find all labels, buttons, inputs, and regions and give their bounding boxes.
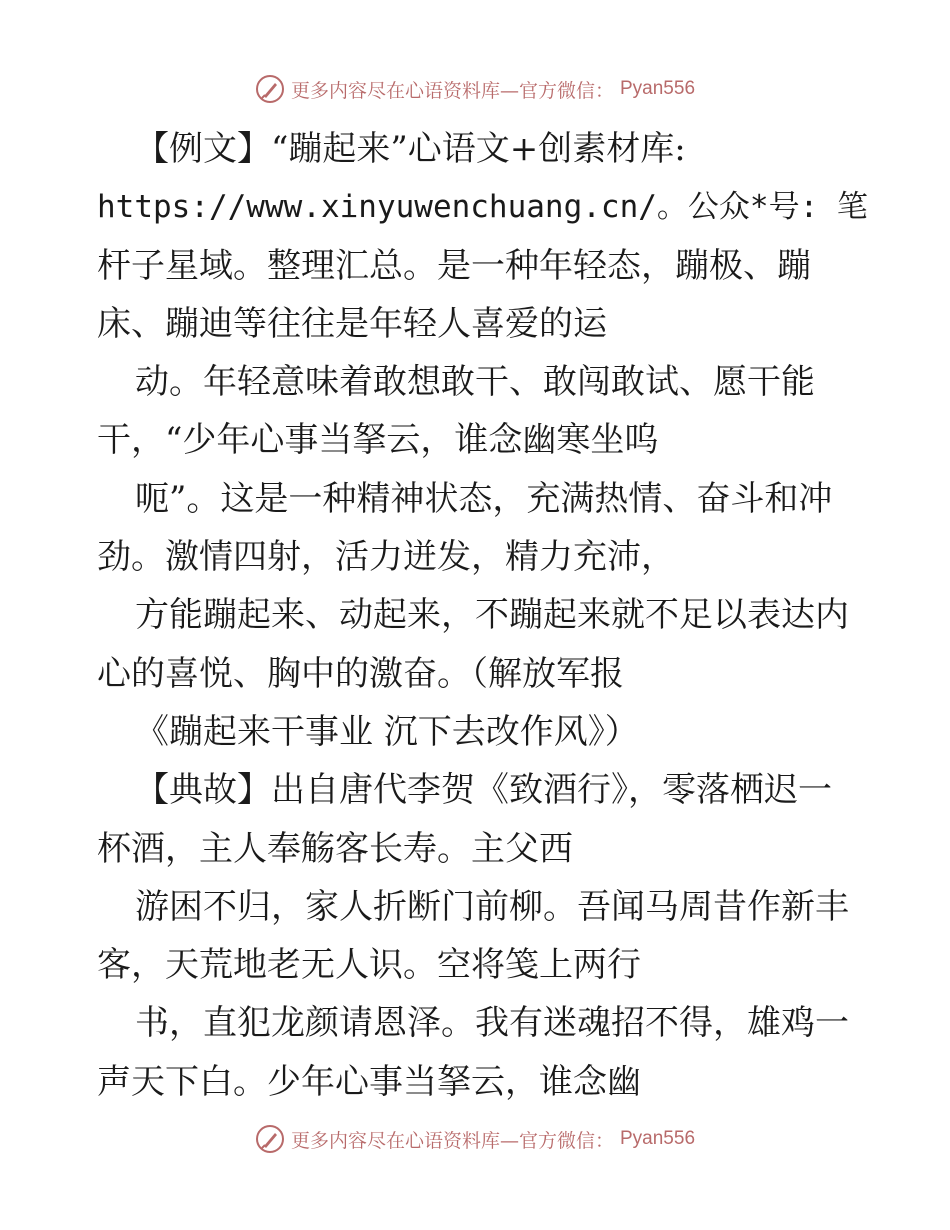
text-line: 床、蹦迪等往往是年轻人喜爱的运 (97, 303, 607, 344)
paragraph-example (97, 120, 868, 761)
paragraph-allusion (97, 761, 857, 1111)
text-line: 方能蹦起来、动起来，不蹦起来就不足以表达内 (135, 595, 849, 636)
text-line: 呃”。这是一种精神状态，充满热情、奋斗和冲 (135, 478, 833, 519)
footer-watermark (0, 1124, 950, 1154)
text-line: 动。年轻意味着敢想敢干、敢闯敢试、愿干能 (135, 362, 815, 403)
text-line: 杯酒，主人奉觞客长寿。主父西 (97, 828, 573, 869)
document-body (97, 120, 868, 1111)
text-line: 《蹦起来干事业 沉下去改作风》） (135, 711, 639, 752)
text-line: 书，直犯龙颜请恩泽。我有迷魂招不得，雄鸡一 (135, 1003, 849, 1044)
text-line: 心的喜悦、胸中的激奋。（解放军报 (97, 653, 624, 694)
watermark-text: 更多内容尽在心语资料库—官方微信： (290, 79, 614, 102)
text-line: 杆子星域。整理汇总。是一种年轻态，蹦极、蹦 (97, 245, 811, 286)
text-line: 游困不归，家人折断门前柳。吾闻马周昔作新丰 (135, 886, 849, 927)
watermark-text: 更多内容尽在心语资料库—官方微信： (290, 1129, 614, 1152)
feather-pen-logo-icon (255, 74, 285, 104)
text-line: 【例文】“蹦起来”心语文+创素材库: (135, 129, 686, 169)
text-line: 干，“少年心事当拏云，谁念幽寒坐呜 (97, 420, 659, 461)
text-line: 客，天荒地老无人识。空将笺上两行 (97, 945, 641, 986)
text-line: https://www.xinyuwenchuang.cn/。公众*号: 笔 (97, 189, 868, 226)
text-line: 劲。激情四射，活力迸发，精力充沛， (97, 537, 675, 578)
feather-pen-logo-icon (255, 1124, 285, 1154)
text-line: 【典故】出自唐代李贺《致酒行》，零落栖迟一 (135, 770, 832, 811)
text-line: 声天下白。少年心事当拏云，谁念幽 (97, 1061, 641, 1102)
watermark-handle: Pyan556 (620, 78, 696, 99)
header-watermark (0, 74, 950, 104)
watermark-handle: Pyan556 (620, 1128, 696, 1149)
